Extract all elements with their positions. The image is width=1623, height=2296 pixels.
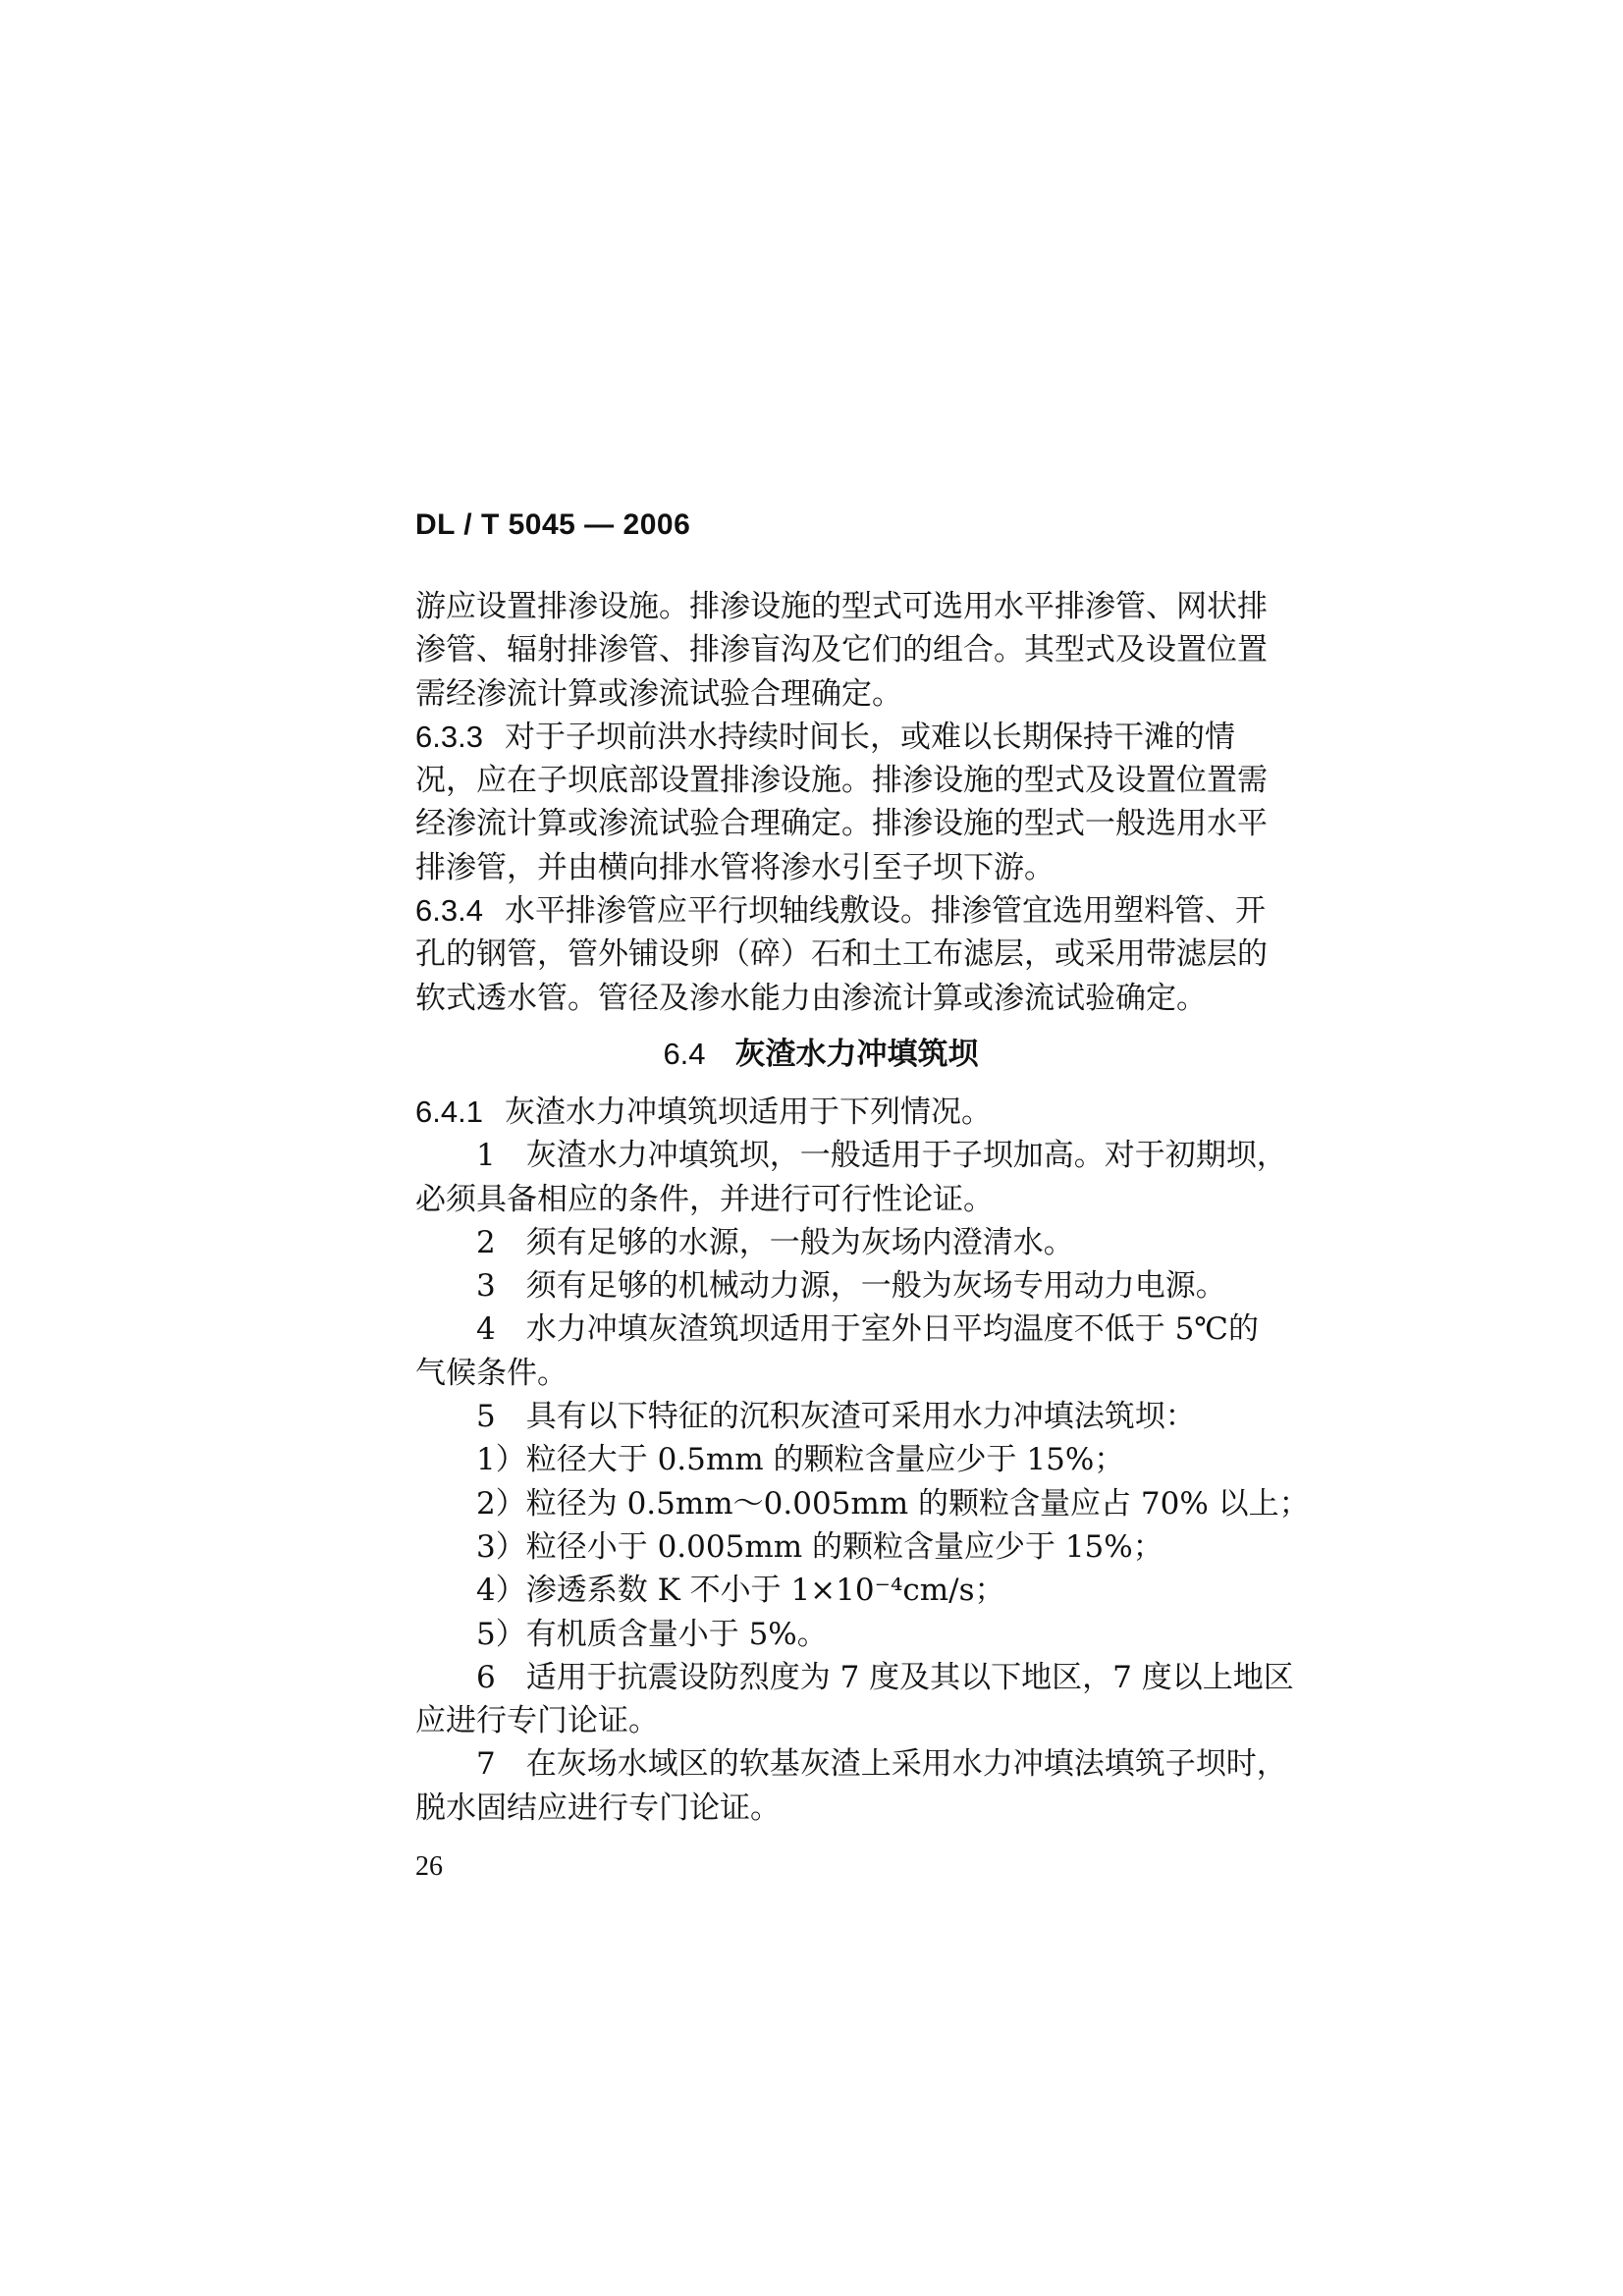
- sub-item-line: 1）粒径大于 0.5mm 的颗粒含量应少于 15%；: [476, 1442, 1125, 1478]
- continued-paragraph-line: 渗管、辐射排渗管、排渗盲沟及它们的组合。其型式及设置位置: [415, 632, 1268, 668]
- list-item-line: 脱水固结应进行专门论证。: [415, 1789, 781, 1826]
- clause-number: 6.3.3: [415, 719, 483, 754]
- clause-6-3-4-line: 软式透水管。管径及渗水能力由渗流计算或渗流试验确定。: [415, 980, 1207, 1016]
- continued-paragraph-line: 需经渗流计算或渗流试验合理确定。: [415, 675, 902, 712]
- list-item-line: 必须具备相应的条件，并进行可行性论证。: [415, 1181, 994, 1217]
- list-item-line: 6 适用于抗震设防烈度为 7 度及其以下地区，7 度以上地区: [476, 1659, 1294, 1695]
- list-item-line: 2 须有足够的水源，一般为灰场内澄清水。: [476, 1224, 1074, 1260]
- document-body: [415, 585, 1310, 1830]
- clause-6-4-1-intro: [415, 1091, 1226, 1134]
- continued-paragraph-line: 游应设置排渗设施。排渗设施的型式可选用水平排渗管、网状排: [415, 589, 1268, 624]
- list-item-line: 气候条件。: [415, 1355, 568, 1391]
- clause-6-3-3-line: [415, 716, 1235, 759]
- clause-6-3-3-line: 经渗流计算或渗流试验合理确定。排渗设施的型式一般选用水平: [415, 806, 1268, 842]
- section-title-text: 灰渣水力冲填筑坝: [734, 1036, 979, 1072]
- clause-text: 水平排渗管应平行坝轴线敷设。排渗管宜选用塑料管、开: [504, 893, 1266, 930]
- page-number: 26: [415, 1851, 443, 1882]
- clause-number: 6.4.1: [415, 1094, 483, 1129]
- sub-item-line: 2）粒径为 0.5mm～0.005mm 的颗粒含量应占 70% 以上；: [476, 1485, 1310, 1522]
- clause-6-3-3-line: 排渗管，并由横向排水管将渗水引至子坝下游。: [415, 849, 1055, 885]
- sub-item-line: 3）粒径小于 0.005mm 的颗粒含量应少于 15%；: [476, 1528, 1163, 1565]
- list-item-line: 7 在灰场水域区的软基灰渣上采用水力冲填法填筑子坝时，: [476, 1746, 1287, 1783]
- list-item-line: 应进行专门论证。: [415, 1703, 659, 1739]
- sub-item-line: 5）有机质含量小于 5%。: [476, 1616, 828, 1652]
- sub-item-line: 4）渗透系数 K 不小于 1×10⁻⁴cm/s；: [476, 1573, 1005, 1609]
- list-item-line: 4 水力冲填灰渣筑坝适用于室外日平均温度不低于 5℃的: [476, 1311, 1259, 1348]
- list-item-line: 1 灰渣水力冲填筑坝，一般适用于子坝加高。对于初期坝，: [476, 1138, 1287, 1174]
- clause-text: 对于子坝前洪水持续时间长，或难以长期保持干滩的情: [504, 719, 1235, 755]
- clause-number: 6.3.4: [415, 893, 483, 929]
- list-item-line: 3 须有足够的机械动力源，一般为灰场专用动力电源。: [476, 1268, 1226, 1305]
- section-number: 6.4: [663, 1036, 706, 1071]
- standard-code-header: DL / T 5045 — 2006: [415, 508, 691, 541]
- clause-6-3-4-line: 孔的钢管，管外铺设卵（碎）石和土工布滤层，或采用带滤层的: [415, 936, 1268, 973]
- list-item-line: 5 具有以下特征的沉积灰渣可采用水力冲填法筑坝：: [476, 1399, 1196, 1435]
- clause-6-3-3-line: 况，应在子坝底部设置排渗设施。排渗设施的型式及设置位置需: [415, 763, 1268, 799]
- section-heading: [415, 1024, 1226, 1085]
- clause-6-3-4-line: [415, 889, 1266, 933]
- clause-text: 灰渣水力冲填筑坝适用于下列情况。: [504, 1094, 992, 1130]
